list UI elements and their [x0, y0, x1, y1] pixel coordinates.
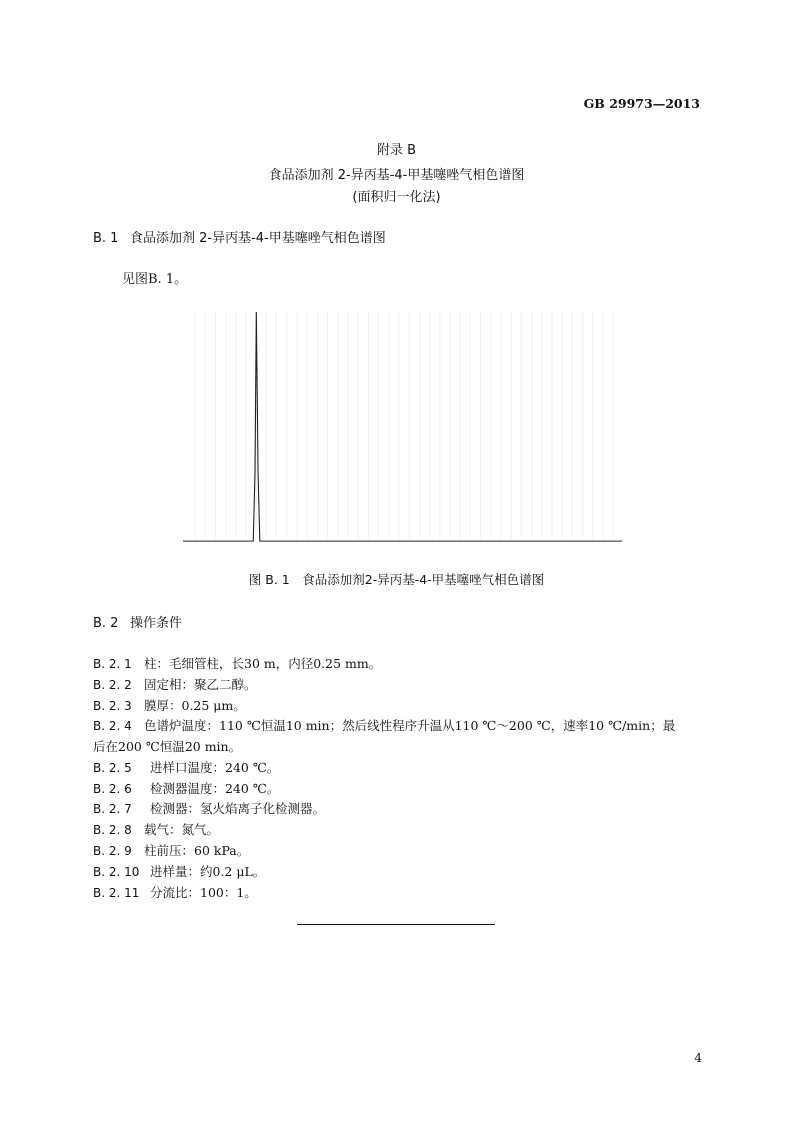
standard-number: GB 29973—2013	[583, 96, 700, 111]
item-number: B. 2. 6	[93, 782, 132, 796]
list-item	[93, 841, 249, 859]
item-number: B. 2. 3	[93, 699, 132, 713]
item-text: 后在200 ℃恒温20 min。	[93, 739, 242, 754]
appendix-label: 附录 B	[376, 143, 417, 158]
list-item	[93, 758, 279, 776]
section-b1-title: 食品添加剂 2-异丙基-4-甲基噻唑气相色谱图	[130, 231, 386, 246]
item-number: B. 2. 10	[93, 865, 140, 879]
section-b2-title: 操作条件	[130, 616, 183, 631]
item-number: B. 2. 11	[93, 886, 140, 900]
end-rule	[297, 924, 495, 925]
item-text: 固定相：聚乙二醇。	[144, 677, 257, 692]
item-number: B. 2. 9	[93, 844, 132, 858]
appendix-title: 食品添加剂 2-异丙基-4-甲基噻唑气相色谱图	[268, 168, 525, 183]
item-number: B. 2. 5	[93, 761, 132, 775]
list-item	[93, 799, 325, 817]
list-item	[93, 716, 675, 734]
list-item	[93, 654, 381, 672]
list-item-continuation	[93, 737, 241, 755]
item-number: B. 2. 4	[93, 719, 132, 733]
list-item	[93, 820, 219, 838]
list-item	[93, 862, 265, 880]
page-number: 4	[694, 1051, 702, 1065]
item-number: B. 2. 2	[93, 678, 132, 692]
item-text: 膜厚：0.25 μm。	[144, 698, 246, 713]
list-item	[93, 696, 246, 714]
item-text: 分流比：100：1。	[150, 885, 257, 900]
section-b1-number: B. 1	[93, 231, 119, 246]
item-text: 检测器温度：240 ℃。	[150, 781, 280, 796]
item-text: 进样口温度：240 ℃。	[150, 760, 280, 775]
item-text: 进样量：约0.2 μL。	[150, 864, 266, 879]
chromatogram-trace	[183, 312, 622, 541]
section-b2-number: B. 2	[93, 616, 119, 631]
item-text: 色谱炉温度：110 ℃恒温10 min；然后线性程序升温从110 ℃～200 ℃，速率10 ℃/min；最	[144, 718, 676, 733]
item-number: B. 2. 8	[93, 823, 132, 837]
item-text: 柱前压：60 kPa。	[144, 843, 250, 858]
figure-caption: 图 B. 1 食品添加剂2-异丙基-4-甲基噻唑气相色谱图	[248, 572, 545, 587]
item-text: 检测器：氢火焰离子化检测器。	[150, 801, 326, 816]
list-item	[93, 883, 257, 901]
item-number: B. 2. 1	[93, 657, 132, 671]
list-item	[93, 675, 257, 693]
item-number: B. 2. 7	[93, 802, 132, 816]
section-b1-text: 见图B. 1。	[122, 272, 188, 287]
list-item	[93, 779, 279, 797]
appendix-subtitle: (面积归一化法)	[352, 190, 441, 205]
item-text: 载气：氮气。	[144, 822, 220, 837]
item-text: 柱：毛细管柱，长30 m，内径0.25 mm。	[144, 656, 382, 671]
section-b2-heading	[93, 612, 182, 631]
